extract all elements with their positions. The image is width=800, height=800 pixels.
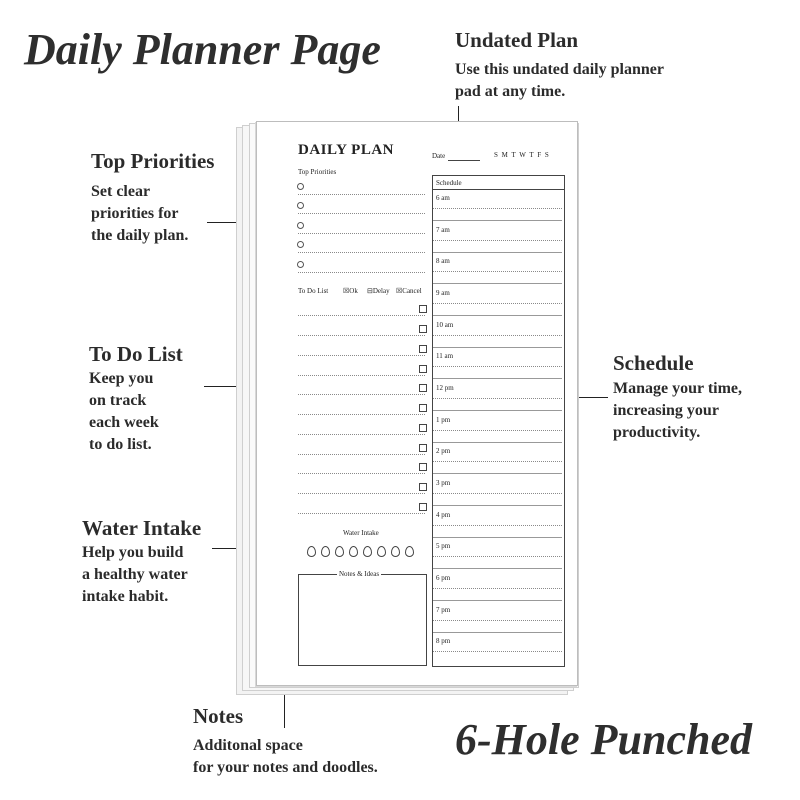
hour-label: 10 am bbox=[436, 321, 454, 329]
todo-line[interactable] bbox=[298, 394, 425, 395]
todo-checkbox[interactable] bbox=[419, 444, 427, 452]
hour-label: 2 pm bbox=[436, 447, 451, 455]
schedule-half-line[interactable] bbox=[433, 208, 562, 209]
todo-checkbox[interactable] bbox=[419, 503, 427, 511]
todo-checkbox[interactable] bbox=[419, 463, 427, 471]
priority-line[interactable] bbox=[298, 233, 425, 234]
todo-line[interactable] bbox=[298, 454, 425, 455]
todo-checkbox[interactable] bbox=[419, 345, 427, 353]
status-ok-legend: ☒Ok bbox=[343, 287, 358, 295]
hour-label: 1 pm bbox=[436, 416, 451, 424]
priority-line[interactable] bbox=[298, 252, 425, 253]
todo-line[interactable] bbox=[298, 414, 425, 415]
schedule-hour-line[interactable] bbox=[433, 315, 562, 316]
todo-line[interactable] bbox=[298, 434, 425, 435]
priority-bullet bbox=[297, 202, 304, 209]
schedule-half-line[interactable] bbox=[433, 556, 562, 557]
schedule-hour-line[interactable] bbox=[433, 220, 562, 221]
schedule-hour-line[interactable] bbox=[433, 252, 562, 253]
todo-checkbox[interactable] bbox=[419, 483, 427, 491]
schedule-half-line[interactable] bbox=[433, 651, 562, 652]
date-label: Date bbox=[432, 152, 446, 160]
schedule-hour-line[interactable] bbox=[433, 442, 562, 443]
schedule-header-rule bbox=[432, 189, 564, 190]
water-intake-label: Water Intake bbox=[343, 529, 379, 537]
schedule-half-line[interactable] bbox=[433, 525, 562, 526]
callout-todo-text: Keep you on track each week to do list. bbox=[89, 370, 159, 453]
todo-checkbox[interactable] bbox=[419, 424, 427, 432]
callout-notes-text: Additonal space for your notes and doodles. bbox=[193, 737, 378, 776]
schedule-half-line[interactable] bbox=[433, 620, 562, 621]
todo-line[interactable] bbox=[298, 335, 425, 336]
priority-line[interactable] bbox=[298, 194, 425, 195]
water-drop-icon[interactable] bbox=[321, 546, 330, 557]
schedule-half-line[interactable] bbox=[433, 430, 562, 431]
planner-sheet bbox=[256, 121, 578, 686]
priority-bullet bbox=[297, 241, 304, 248]
todo-checkbox[interactable] bbox=[419, 325, 427, 333]
hour-label: 8 am bbox=[436, 257, 450, 265]
notes-label: Notes & Ideas bbox=[339, 570, 380, 578]
water-drop-icon[interactable] bbox=[307, 546, 316, 557]
callout-undated-title: Undated Plan bbox=[455, 28, 579, 52]
schedule-half-line[interactable] bbox=[433, 271, 562, 272]
todo-line[interactable] bbox=[298, 473, 425, 474]
hour-label: 5 pm bbox=[436, 542, 451, 550]
priority-bullet bbox=[297, 261, 304, 268]
water-drop-icon[interactable] bbox=[405, 546, 414, 557]
hour-label: 8 pm bbox=[436, 637, 451, 645]
schedule-hour-line[interactable] bbox=[433, 632, 562, 633]
schedule-half-line[interactable] bbox=[433, 240, 562, 241]
hour-label: 6 am bbox=[436, 194, 450, 202]
priority-bullet bbox=[297, 183, 304, 190]
water-drop-icon[interactable] bbox=[377, 546, 386, 557]
water-drop-icon[interactable] bbox=[335, 546, 344, 557]
status-delay-legend: ⊟Delay bbox=[367, 287, 390, 295]
status-cancel-legend: ☒Cancel bbox=[396, 287, 422, 295]
schedule-label: Schedule bbox=[436, 179, 462, 187]
todo-label: To Do List bbox=[298, 287, 329, 295]
priority-bullet bbox=[297, 222, 304, 229]
top-priorities-label: Top Priorities bbox=[298, 168, 337, 176]
callout-water-text: Help you build a healthy water intake habit. bbox=[82, 544, 188, 605]
weekday-selector[interactable]: S M T W T F S bbox=[494, 151, 550, 159]
schedule-half-line[interactable] bbox=[433, 493, 562, 494]
todo-checkbox[interactable] bbox=[419, 305, 427, 313]
todo-line[interactable] bbox=[298, 315, 425, 316]
priority-line[interactable] bbox=[298, 272, 425, 273]
schedule-hour-line[interactable] bbox=[433, 568, 562, 569]
callout-notes-title: Notes bbox=[193, 704, 244, 728]
hour-label: 4 pm bbox=[436, 511, 451, 519]
schedule-hour-line[interactable] bbox=[433, 600, 562, 601]
bottom-title: 6-Hole Punched bbox=[455, 715, 752, 764]
schedule-half-line[interactable] bbox=[433, 398, 562, 399]
schedule-hour-line[interactable] bbox=[433, 347, 562, 348]
todo-checkbox[interactable] bbox=[419, 404, 427, 412]
schedule-hour-line[interactable] bbox=[433, 410, 562, 411]
todo-line[interactable] bbox=[298, 493, 425, 494]
hour-label: 6 pm bbox=[436, 574, 451, 582]
todo-line[interactable] bbox=[298, 355, 425, 356]
todo-line[interactable] bbox=[298, 375, 425, 376]
page-title: Daily Planner Page bbox=[24, 25, 381, 74]
callout-todo-title: To Do List bbox=[89, 342, 183, 366]
callout-schedule-title: Schedule bbox=[613, 351, 694, 375]
todo-checkbox[interactable] bbox=[419, 384, 427, 392]
schedule-half-line[interactable] bbox=[433, 461, 562, 462]
callout-water-title: Water Intake bbox=[82, 516, 202, 540]
hour-label: 12 pm bbox=[436, 384, 454, 392]
todo-line[interactable] bbox=[298, 513, 425, 514]
hour-label: 7 am bbox=[436, 226, 450, 234]
water-drop-icon[interactable] bbox=[391, 546, 400, 557]
schedule-half-line[interactable] bbox=[433, 335, 562, 336]
notes-box[interactable] bbox=[298, 574, 427, 666]
todo-checkbox[interactable] bbox=[419, 365, 427, 373]
schedule-half-line[interactable] bbox=[433, 303, 562, 304]
callout-undated-text: Use this undated daily planner pad at any time. bbox=[455, 61, 664, 100]
schedule-hour-line[interactable] bbox=[433, 473, 562, 474]
schedule-hour-line[interactable] bbox=[433, 378, 562, 379]
hour-label: 3 pm bbox=[436, 479, 451, 487]
hour-label: 11 am bbox=[436, 352, 454, 360]
callout-priorities-text: Set clear priorities for the daily plan. bbox=[91, 183, 189, 244]
callout-schedule-text: Manage your time, increasing your productivity. bbox=[613, 380, 743, 441]
callout-priorities-title: Top Priorities bbox=[91, 149, 215, 173]
schedule-hour-line[interactable] bbox=[433, 505, 562, 506]
schedule-hour-line[interactable] bbox=[433, 537, 562, 538]
hour-label: 9 am bbox=[436, 289, 450, 297]
planner-title: DAILY PLAN bbox=[298, 142, 394, 158]
date-line[interactable] bbox=[448, 160, 480, 161]
water-drop-icon[interactable] bbox=[363, 546, 372, 557]
priority-line[interactable] bbox=[298, 213, 425, 214]
schedule-half-line[interactable] bbox=[433, 366, 562, 367]
hour-label: 7 pm bbox=[436, 606, 451, 614]
water-drop-icon[interactable] bbox=[349, 546, 358, 557]
schedule-half-line[interactable] bbox=[433, 588, 562, 589]
schedule-hour-line[interactable] bbox=[433, 283, 562, 284]
schedule-box bbox=[432, 175, 565, 667]
